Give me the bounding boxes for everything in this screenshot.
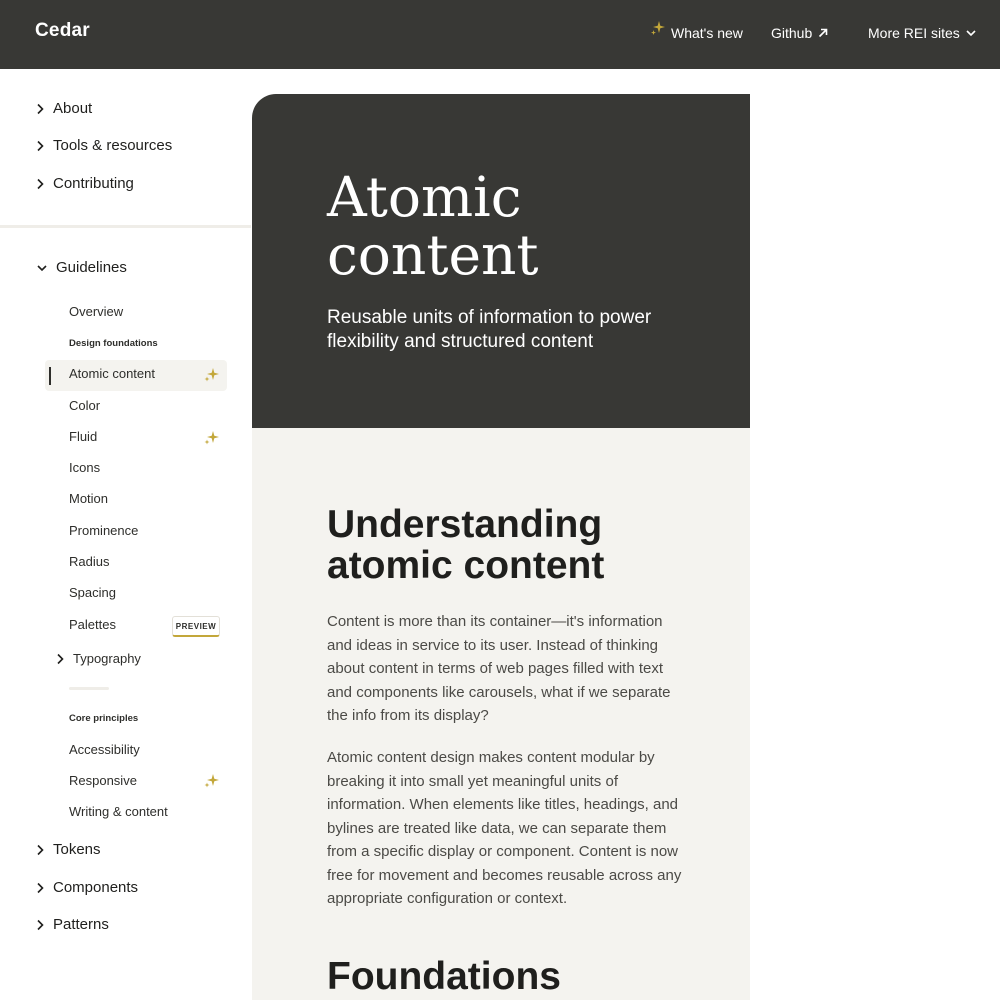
section-divider: [69, 687, 109, 690]
sidebar-item-tools-resources[interactable]: [36, 137, 172, 154]
whats-new-link[interactable]: [650, 25, 743, 41]
design-foundations-heading: Design foundations: [69, 338, 158, 349]
chevron-right-icon: [36, 103, 45, 115]
sidebar-item-accessibility[interactable]: Accessibility: [69, 742, 140, 757]
sidebar-item-writing-content[interactable]: Writing & content: [69, 804, 168, 819]
whats-new-label: What's new: [671, 25, 743, 41]
sidebar-item-contributing[interactable]: [36, 175, 134, 192]
sidebar-item-label: Contributing: [53, 175, 134, 192]
title-line: Atomic: [327, 165, 522, 229]
active-item-indicator: [49, 367, 51, 385]
chevron-right-icon: [36, 178, 45, 190]
hero-banner: [252, 94, 750, 428]
sidebar-item-radius[interactable]: Radius: [69, 554, 110, 569]
more-rei-sites-dropdown[interactable]: [868, 25, 977, 41]
main-content: [252, 428, 750, 1000]
sparkle-icon: [203, 773, 219, 789]
chevron-right-icon: [36, 882, 45, 894]
github-label: Github: [771, 25, 813, 41]
sidebar-item-palettes[interactable]: Palettes: [69, 617, 116, 632]
sidebar-item-overview[interactable]: Overview: [69, 304, 124, 319]
chevron-right-icon: [56, 653, 65, 665]
sidebar-item-label: About: [53, 100, 93, 117]
brand-logo[interactable]: Cedar: [35, 20, 90, 41]
sidebar-item-label: Typography: [73, 651, 141, 666]
sidebar-item-label: Guidelines: [56, 259, 127, 276]
sidebar-item-components[interactable]: [36, 879, 138, 896]
page-subtitle: Reusable units of information to power flexibility and structured content: [327, 307, 652, 352]
sidebar-item-responsive[interactable]: Responsive: [69, 773, 137, 788]
sidebar-item-color[interactable]: Color: [69, 398, 101, 413]
sidebar-item-tokens[interactable]: [36, 841, 101, 858]
section-heading: Foundations: [327, 955, 561, 998]
sparkle-icon: [650, 20, 666, 36]
core-principles-heading: Core principles: [69, 713, 139, 724]
sidebar-item-patterns[interactable]: [36, 916, 109, 933]
preview-badge: PREVIEW: [172, 616, 220, 637]
paragraph: Content is more than its container—it's information and ideas in service to its user. Instead of thinking about content in terms of web pages filled with text and components like carousels, what if we separate the info from its display?: [327, 613, 671, 724]
chevron-right-icon: [36, 844, 45, 856]
sidebar-item-label: Tools & resources: [53, 137, 173, 154]
sparkle-icon: [203, 430, 219, 446]
sidebar-item-label: Patterns: [53, 916, 109, 933]
sidebar-item-label: Components: [53, 879, 139, 896]
chevron-right-icon: [36, 140, 45, 152]
section-heading: Understanding atomic content: [327, 503, 605, 587]
sidebar-nav: [0, 69, 251, 1000]
sparkle-icon: [203, 367, 219, 383]
sidebar-item-prominence[interactable]: Prominence: [69, 523, 139, 538]
sidebar-item-atomic-content[interactable]: Atomic content: [69, 366, 155, 381]
external-arrow-icon: [817, 27, 829, 39]
sidebar-item-about[interactable]: [36, 100, 92, 117]
more-sites-label: More REI sites: [868, 25, 960, 41]
chevron-down-icon: [965, 27, 977, 39]
sidebar-item-fluid[interactable]: Fluid: [69, 429, 98, 444]
paragraph: Atomic content design makes content modular by breaking it into small yet meaningful units of information. When elements like titles, headings, and bylines are treated like data, we can separate them from a specific display or component. Content is now free for movement and becomes reusable across any appropriate configuration or context.: [327, 749, 682, 907]
sidebar-item-label: Tokens: [53, 841, 101, 858]
sidebar-item-typography[interactable]: [56, 651, 141, 666]
top-header: [0, 0, 1000, 69]
chevron-right-icon: [36, 919, 45, 931]
sidebar-item-icons[interactable]: Icons: [69, 460, 101, 475]
sidebar-item-guidelines[interactable]: [36, 259, 127, 276]
github-link[interactable]: [771, 25, 829, 41]
sidebar-divider: [0, 225, 251, 228]
sidebar-item-motion[interactable]: Motion: [69, 491, 109, 506]
page-title: [327, 165, 727, 287]
title-line: content: [327, 223, 539, 287]
sidebar-item-spacing[interactable]: Spacing: [69, 585, 116, 600]
chevron-down-icon: [36, 262, 48, 274]
